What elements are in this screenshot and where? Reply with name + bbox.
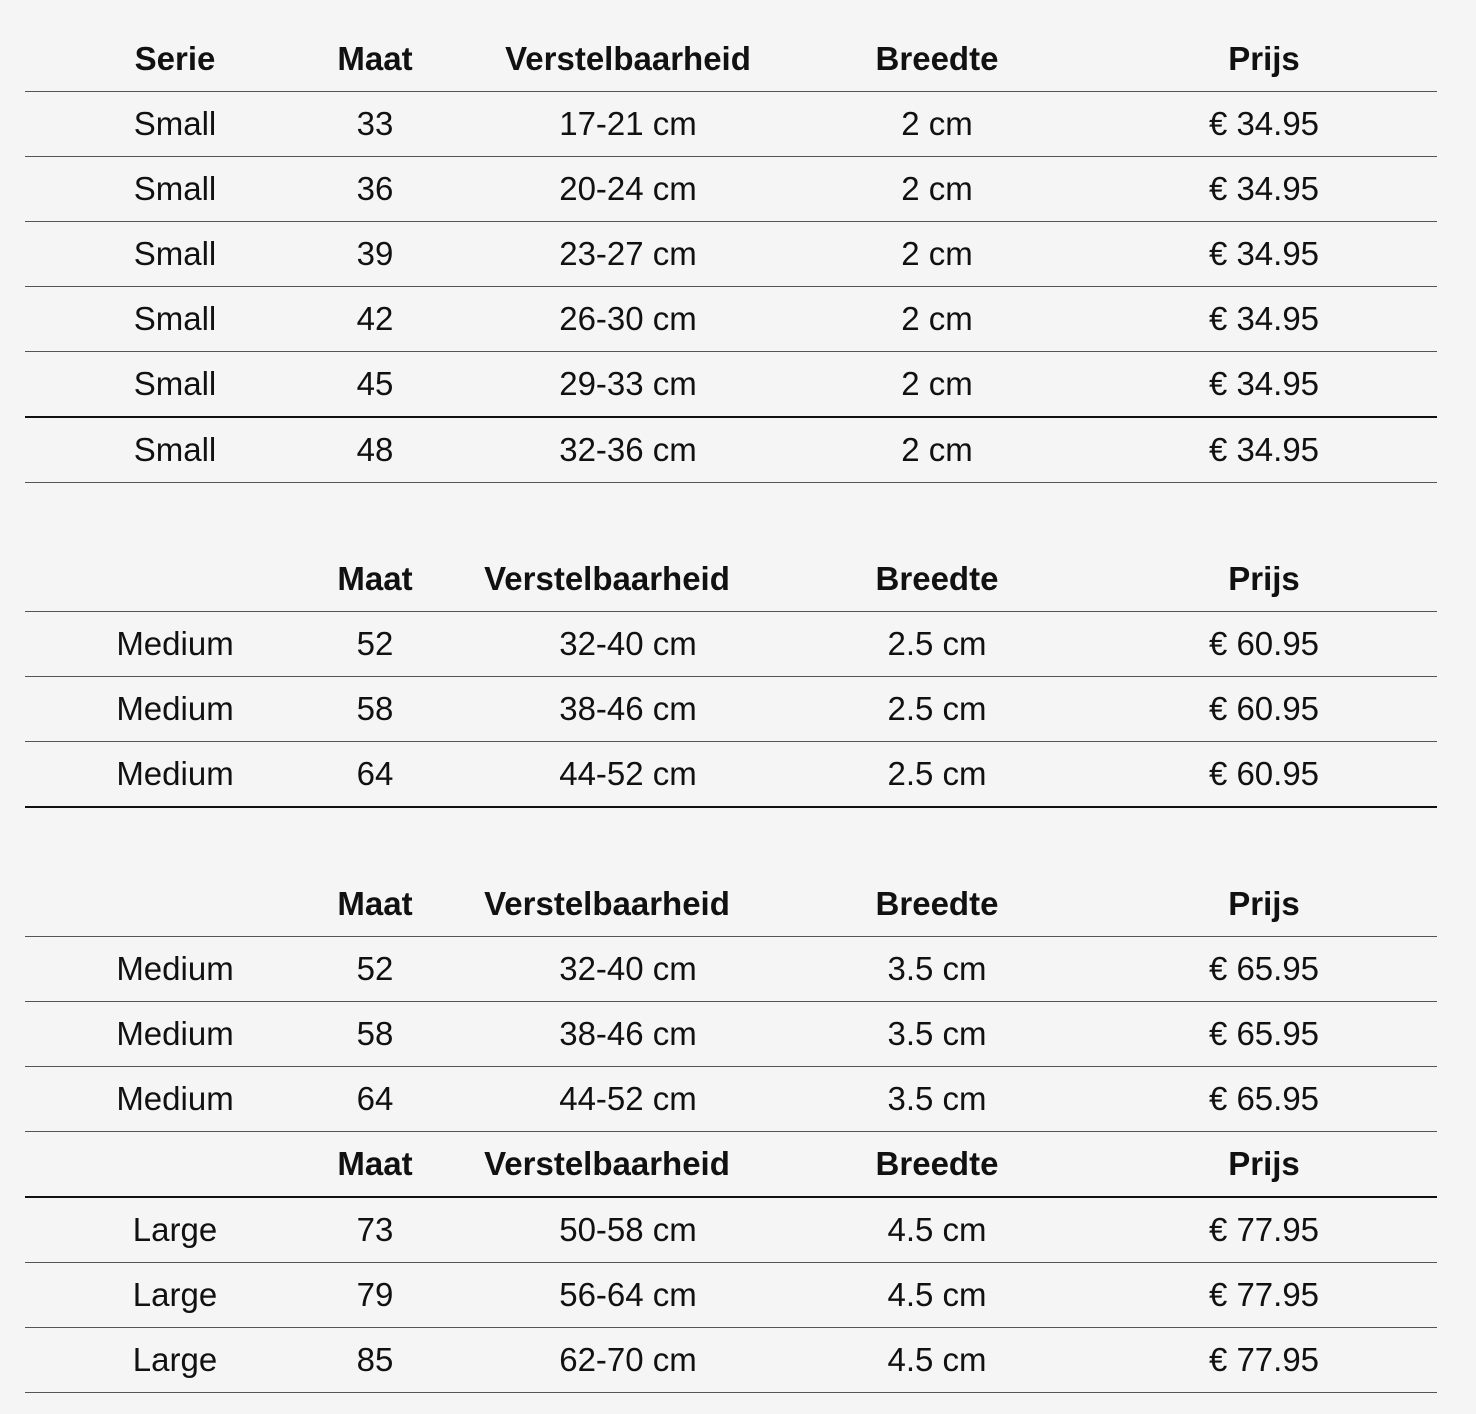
- cell-maat: 42: [356, 300, 394, 337]
- cell-verstelbaarheid: 23-27 cm: [559, 235, 697, 272]
- header-breedte: Breedte: [875, 885, 999, 922]
- cell-serie: Medium: [116, 1080, 234, 1117]
- cell-maat: 52: [356, 950, 394, 987]
- cell-maat: 64: [356, 755, 394, 792]
- cell-verstelbaarheid: 38-46 cm: [559, 1015, 697, 1052]
- cell-verstelbaarheid: 32-40 cm: [559, 950, 697, 987]
- cell-breedte: 3.5 cm: [887, 950, 987, 987]
- cell-serie: Small: [133, 300, 217, 337]
- cell-verstelbaarheid: 26-30 cm: [559, 300, 697, 337]
- cell-verstelbaarheid: 38-46 cm: [559, 690, 697, 727]
- cell-prijs: € 34.95: [1208, 170, 1320, 207]
- cell-serie: Large: [132, 1211, 218, 1248]
- header-verstelbaarheid: Verstelbaarheid: [505, 40, 751, 77]
- cell-prijs: € 34.95: [1208, 235, 1320, 272]
- cell-maat: 58: [356, 1015, 394, 1052]
- table-row: [25, 1328, 1437, 1393]
- header-breedte: Breedte: [875, 560, 999, 597]
- table-header-row: [25, 547, 1437, 612]
- header-maat: Maat: [337, 885, 413, 922]
- header-maat: Maat: [337, 560, 413, 597]
- table-row: [25, 418, 1437, 483]
- table-row: [25, 937, 1437, 1002]
- cell-verstelbaarheid: 50-58 cm: [559, 1211, 697, 1248]
- table-row: [25, 157, 1437, 222]
- cell-prijs: € 60.95: [1208, 690, 1320, 727]
- header-prijs: Prijs: [1228, 1145, 1300, 1182]
- cell-serie: Small: [133, 235, 217, 272]
- table-row: [25, 1002, 1437, 1067]
- cell-verstelbaarheid: 44-52 cm: [559, 755, 697, 792]
- cell-verstelbaarheid: 62-70 cm: [559, 1341, 697, 1378]
- cell-serie: Small: [133, 105, 217, 142]
- table-row: [25, 222, 1437, 287]
- cell-breedte: 4.5 cm: [887, 1341, 987, 1378]
- header-serie: Serie: [134, 40, 216, 77]
- cell-breedte: 2.5 cm: [887, 625, 987, 662]
- table-medium-series-wide: [25, 872, 1437, 1132]
- header-prijs: Prijs: [1228, 560, 1300, 597]
- cell-serie: Medium: [116, 1015, 234, 1052]
- cell-breedte: 2 cm: [901, 170, 973, 207]
- cell-prijs: € 34.95: [1208, 431, 1320, 468]
- table-small-series: [25, 27, 1437, 483]
- table-header-row: [25, 872, 1437, 937]
- cell-maat: 39: [356, 235, 394, 272]
- cell-breedte: 4.5 cm: [887, 1211, 987, 1248]
- header-maat: Maat: [337, 1145, 413, 1182]
- cell-maat: 58: [356, 690, 394, 727]
- header-maat: Maat: [337, 40, 413, 77]
- cell-verstelbaarheid: 56-64 cm: [559, 1276, 697, 1313]
- cell-prijs: € 65.95: [1208, 950, 1320, 987]
- table-row: [25, 352, 1437, 418]
- table-row: [25, 92, 1437, 157]
- cell-maat: 64: [356, 1080, 394, 1117]
- cell-breedte: 2 cm: [901, 431, 973, 468]
- cell-prijs: € 77.95: [1208, 1341, 1320, 1378]
- cell-maat: 73: [356, 1211, 394, 1248]
- cell-prijs: € 65.95: [1208, 1015, 1320, 1052]
- header-serie: [50, 1132, 300, 1196]
- cell-verstelbaarheid: 32-36 cm: [559, 431, 697, 468]
- header-prijs: Prijs: [1228, 885, 1300, 922]
- cell-breedte: 3.5 cm: [887, 1080, 987, 1117]
- cell-prijs: € 77.95: [1208, 1211, 1320, 1248]
- cell-maat: 85: [356, 1341, 394, 1378]
- cell-maat: 36: [356, 170, 394, 207]
- header-verstelbaarheid: Verstelbaarheid: [484, 1145, 730, 1182]
- cell-breedte: 2 cm: [901, 300, 973, 337]
- header-breedte: Breedte: [875, 1145, 999, 1182]
- table-spacer: [25, 483, 1437, 547]
- cell-verstelbaarheid: 29-33 cm: [559, 365, 697, 402]
- cell-serie: Medium: [116, 950, 234, 987]
- header-prijs: Prijs: [1228, 40, 1300, 77]
- cell-serie: Small: [133, 431, 217, 468]
- cell-serie: Small: [133, 365, 217, 402]
- cell-breedte: 3.5 cm: [887, 1015, 987, 1052]
- cell-prijs: € 60.95: [1208, 755, 1320, 792]
- table-row: [25, 1067, 1437, 1132]
- cell-prijs: € 65.95: [1208, 1080, 1320, 1117]
- cell-serie: Medium: [116, 690, 234, 727]
- cell-maat: 79: [356, 1276, 394, 1313]
- cell-serie: Large: [132, 1341, 218, 1378]
- cell-prijs: € 34.95: [1208, 300, 1320, 337]
- cell-maat: 48: [356, 431, 394, 468]
- header-verstelbaarheid: Verstelbaarheid: [484, 885, 730, 922]
- table-header-row: [25, 1132, 1437, 1198]
- cell-breedte: 2 cm: [901, 235, 973, 272]
- table-row: [25, 1198, 1437, 1263]
- table-row: [25, 742, 1437, 808]
- table-row: [25, 677, 1437, 742]
- cell-serie: Large: [132, 1276, 218, 1313]
- header-breedte: Breedte: [875, 40, 999, 77]
- cell-verstelbaarheid: 20-24 cm: [559, 170, 697, 207]
- cell-verstelbaarheid: 32-40 cm: [559, 625, 697, 662]
- table-row: [25, 287, 1437, 352]
- cell-prijs: € 34.95: [1208, 105, 1320, 142]
- cell-maat: 52: [356, 625, 394, 662]
- cell-prijs: € 60.95: [1208, 625, 1320, 662]
- size-price-tables: [25, 27, 1437, 1393]
- cell-breedte: 2 cm: [901, 365, 973, 402]
- header-verstelbaarheid: Verstelbaarheid: [484, 560, 730, 597]
- cell-prijs: € 77.95: [1208, 1276, 1320, 1313]
- cell-prijs: € 34.95: [1208, 365, 1320, 402]
- table-large-series: [25, 1132, 1437, 1393]
- cell-breedte: 4.5 cm: [887, 1276, 987, 1313]
- table-spacer: [25, 808, 1437, 872]
- cell-breedte: 2.5 cm: [887, 690, 987, 727]
- cell-serie: Medium: [116, 625, 234, 662]
- table-medium-series-narrow: [25, 547, 1437, 808]
- cell-maat: 33: [356, 105, 394, 142]
- cell-serie: Medium: [116, 755, 234, 792]
- table-row: [25, 612, 1437, 677]
- table-header-row: [25, 27, 1437, 92]
- table-row: [25, 1263, 1437, 1328]
- cell-verstelbaarheid: 44-52 cm: [559, 1080, 697, 1117]
- cell-serie: Small: [133, 170, 217, 207]
- cell-breedte: 2 cm: [901, 105, 973, 142]
- header-serie: [50, 872, 300, 936]
- header-serie: [50, 547, 300, 611]
- cell-verstelbaarheid: 17-21 cm: [559, 105, 697, 142]
- cell-maat: 45: [356, 365, 394, 402]
- cell-breedte: 2.5 cm: [887, 755, 987, 792]
